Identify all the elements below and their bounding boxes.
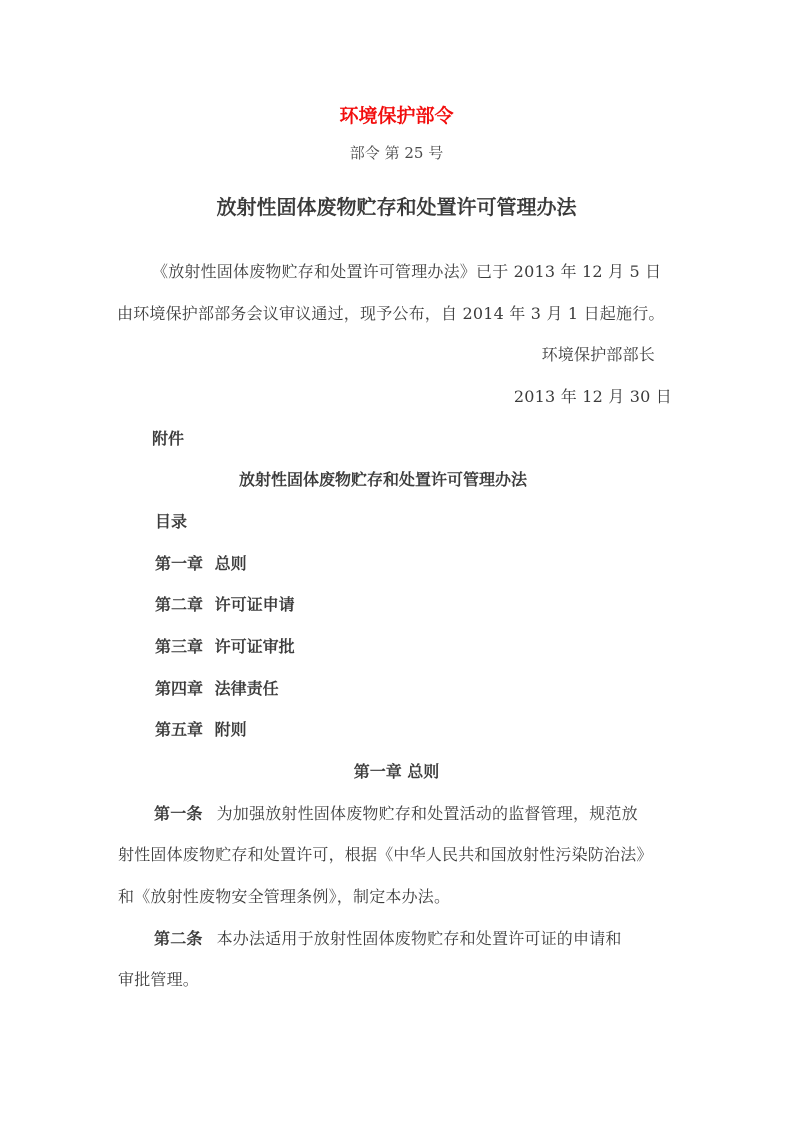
toc-label: 目录 xyxy=(155,512,188,531)
toc-chapter: 第二章 xyxy=(155,595,204,614)
article-text: 为加强放射性固体废物贮存和处置活动的监督管理，规范放 xyxy=(216,804,638,823)
toc-title: 总则 xyxy=(214,554,247,573)
promulgation-line-2: 由环境保护部部务会议审议通过，现予公布，自 2014 年 3 月 1 日起施行。 xyxy=(117,304,665,323)
toc-title: 附则 xyxy=(214,720,247,739)
article-text: 本办法适用于放射性固体废物贮存和处置许可证的申请和 xyxy=(216,929,622,948)
article-1-line-2: 射性固体废物贮存和处置许可，根据《中华人民共和国放射性污染防治法》 xyxy=(118,845,653,864)
article-2-line-1 xyxy=(154,929,622,949)
signatory: 环境保护部部长 xyxy=(541,345,655,364)
attachment-title: 放射性固体废物贮存和处置许可管理办法 xyxy=(239,470,528,489)
article-label: 第一条 xyxy=(154,804,203,823)
toc-item xyxy=(155,637,295,657)
article-2-line-2: 审批管理。 xyxy=(118,970,200,989)
toc-chapter: 第四章 xyxy=(155,679,204,698)
toc-title: 许可证申请 xyxy=(214,595,295,614)
toc-chapter: 第五章 xyxy=(155,720,204,739)
attachment-label: 附件 xyxy=(152,429,185,448)
toc-item xyxy=(155,679,279,699)
main-title: 放射性固体废物贮存和处置许可管理办法 xyxy=(216,195,577,219)
toc-title: 许可证审批 xyxy=(214,637,295,656)
toc-chapter: 第三章 xyxy=(155,637,204,656)
decree-title: 环境保护部令 xyxy=(339,105,454,127)
toc-item xyxy=(155,720,247,740)
toc-chapter: 第一章 xyxy=(155,554,204,573)
decree-number: 部令 第 25 号 xyxy=(349,144,444,162)
promulgation-line-1: 《放射性固体废物贮存和处置许可管理办法》已于 2013 年 12 月 5 日 xyxy=(152,262,662,281)
article-1-line-1 xyxy=(154,804,638,824)
toc-title: 法律责任 xyxy=(214,679,279,698)
toc-item xyxy=(155,554,247,574)
article-label: 第二条 xyxy=(154,929,203,948)
toc-item xyxy=(155,595,295,615)
signing-date: 2013 年 12 月 30 日 xyxy=(513,387,672,406)
article-1-line-3: 和《放射性废物安全管理条例》，制定本办法。 xyxy=(118,887,451,906)
chapter-heading: 第一章 总则 xyxy=(353,762,440,781)
